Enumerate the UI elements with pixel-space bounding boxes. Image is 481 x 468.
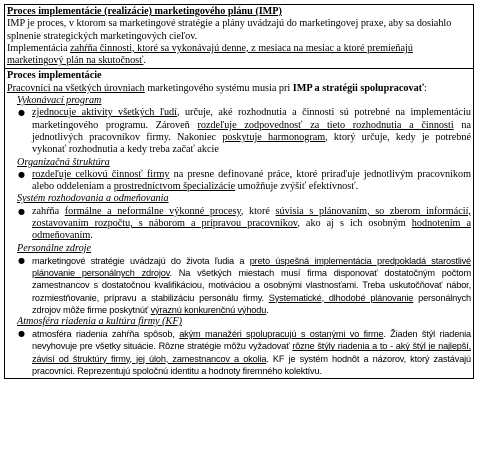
section-box-implementation-process [4, 69, 474, 379]
list-item: ● rozdeľuje celkovú činnosť firmy na presne definované práce, ktoré priraďuje jednotlivým pracovníkom alebo oddeleniam a prostredníctvom špecializácie umožňuje zvýšiť efektívnosť. [7, 169, 471, 194]
list-item: ● atmosféra riadenia zahŕňa spôsob, akým manažéri spolupracujú s ostanými vo firme. Žiaden štýl riadenia nevyhovuje pre všetky situácie. Rôzne stratégie môžu vyžadovať rôzne štýly riadenia a to - aký štýl je najlepší, závisí od štruktúry firmy, jej úloh, zamestnancov a okolia. KF je systém hodnôt a názorov, ktorý zastávajú pracovníci. Reprezentujú spoločnú identitu a hodnoty firemného kolektívu. [7, 328, 471, 377]
subheading-organization-structure: Organizačná štruktúra [17, 156, 110, 168]
document-page [4, 4, 474, 379]
list-item: ● marketingové stratégie uvádzajú do života ľudia a preto úspešná implementácia predpokladá starostlivé plánovanie personálnych zdrojov. Na všetkých miestach musí firma disponovať dostatočným počtom zamestnancov s dostatočnou kvalifikáciou, motiváciou a osobnými vlastnosťami. Treba uskutočňovať nábor, rozmiestňovanie, prípravu a stabilizáciu personálu firmy. Systematické, dlhodobé plánovanie personálnych zdrojov môže firme poskytnúť výraznú konkurenčnú výhodu. [7, 255, 471, 316]
definition-paragraph: IMP je proces, v ktorom sa marketingové stratégie a plány uvádzajú do marketingovej praxe, aby sa dosiahlo splnenie strategických marketingových cieľov. [7, 18, 452, 42]
implementation-paragraph: Implementácia zahŕňa činnosti, ktoré sa vykonávajú denne, z mesiaca na mesiac a ktoré premieňajú marketingový plán na skutočnosť. [7, 42, 413, 67]
section-title: Proces implementácie (realizácie) marketingového plánu (IMP) [7, 6, 282, 17]
subheading-execution-program: Vykonávací program [17, 95, 102, 107]
subheading-human-resources: Personálne zdroje [17, 242, 92, 254]
list-item: ● zjednocuje aktivity všetkých ľudí, určuje, aké rozhodnutia a činnosti sú potrebné na implementáciu marketingového programu. Zároveň rozdeľuje zodpovednosť za tieto rozhodnutia a činnosti na jednotlivých pracovníkov firmy. Nakoniec poskytuje harmonogram, ktorý určuje, kedy je potrebné vykonať rozhodnutia a kedy treba začať akcie [7, 107, 471, 156]
intro-paragraph: Pracovníci na všetkých úrovniach marketingového systému musia pri IMP a stratégii spolupracovať: [7, 82, 427, 94]
subheading-decision-reward-system: Systém rozhodovania a odmeňovania [17, 193, 169, 205]
list-item: ● zahŕňa formálne a neformálne výkonné procesy, ktoré súvisia s plánovaním, so zberom informácií, zostavovaním rozpočtu, s náborom a prípravou pracovníkov, ako aj s ich osobným hodnotením a odmeňovaním. [7, 206, 471, 243]
section-box-implementation-definition [4, 4, 474, 69]
subheading-management-culture: Atmosféra riadenia a kultúra firmy (KF) [17, 315, 182, 327]
section-title: Proces implementácie [7, 70, 102, 82]
